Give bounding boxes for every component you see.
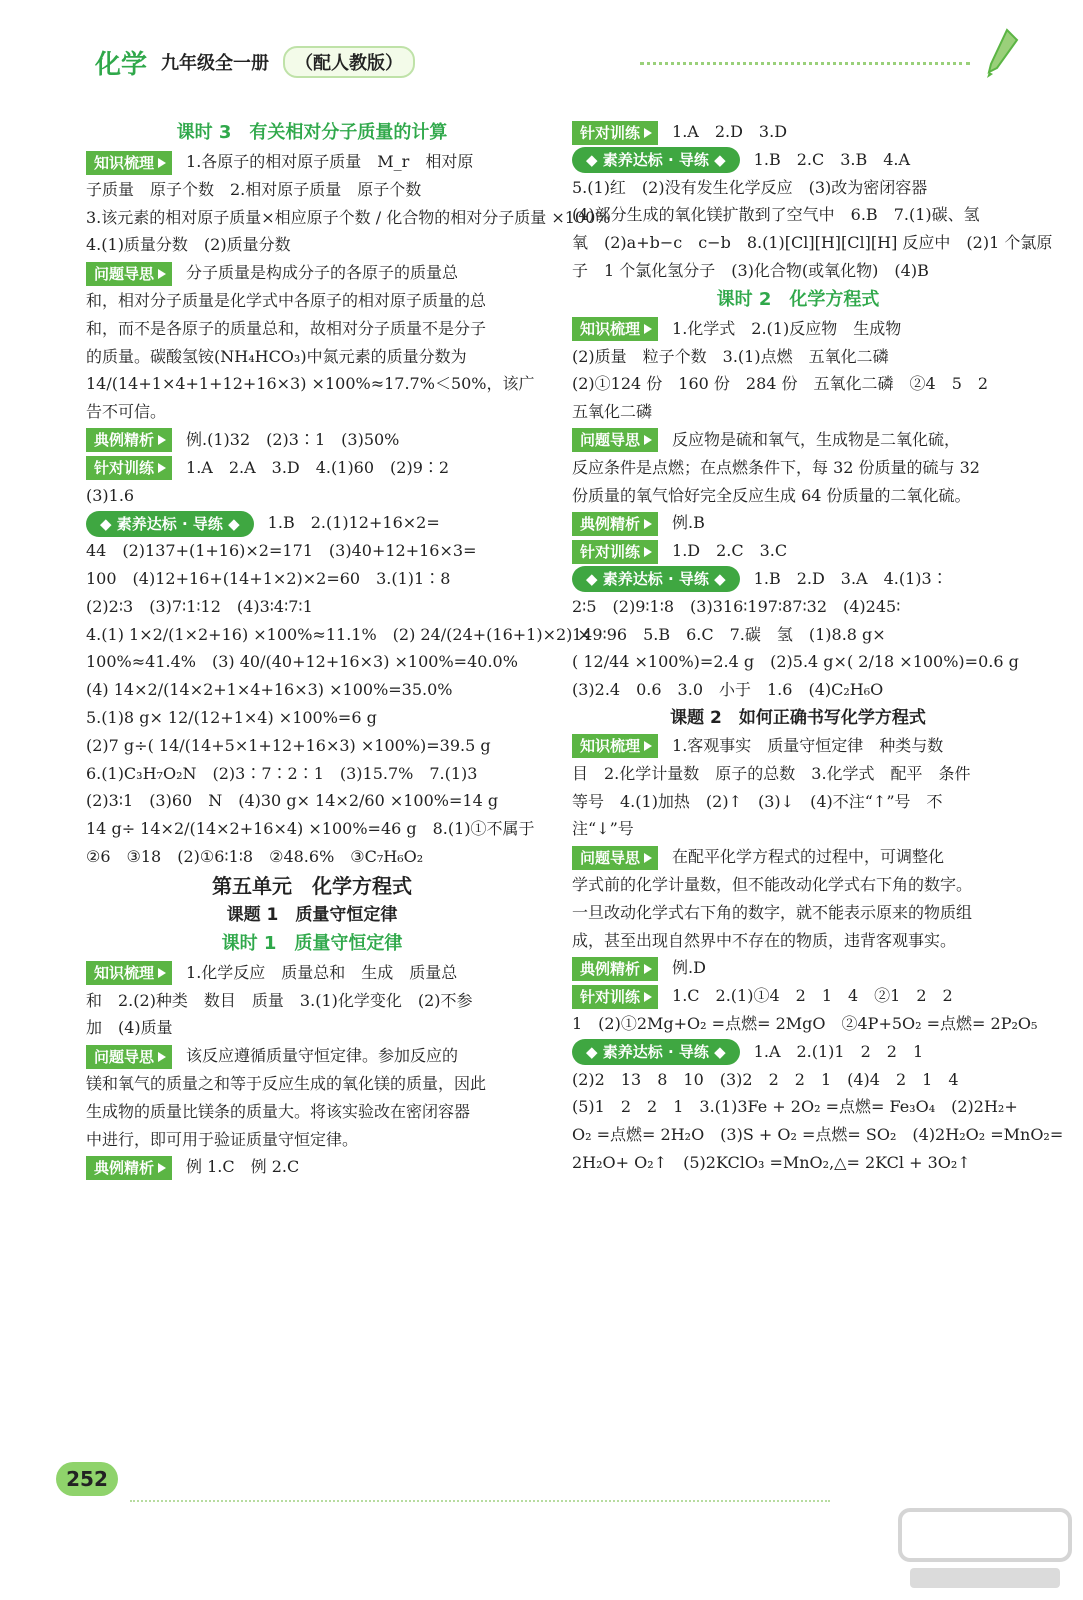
answer-line: 学式前的化学计量数，但不能改动化学式右下角的数字。 — [572, 874, 973, 894]
answer-text: 1.A 2.A 3.D 4.(1)60 (2)9∶2 — [186, 457, 450, 477]
answer-line: (5)1 2 2 1 3.(1)3Fe + 2O₂ =点燃= Fe₃O₄ (2)2H₂+ — [572, 1097, 1018, 1117]
answer-line: 和 2.(2)种类 数目 质量 3.(1)化学变化 (2)不参 — [86, 990, 473, 1010]
answer-text: 例.B — [672, 513, 705, 533]
section-tag: 知识梳理 — [572, 734, 658, 758]
section-line — [572, 954, 1024, 982]
section-tag: 问题导思 — [572, 846, 658, 870]
answer-line: 149∶96 5.B 6.C 7.碳 氢 (1)8.8 g× — [572, 624, 886, 644]
section-tag: ◆ 素养达标 · 导练 ◆ — [86, 511, 254, 537]
answer-text: 1.B 2.C 3.B 4.A — [753, 149, 911, 169]
answer-line: 3.该元素的相对原子质量×相应原子个数 / 化合物的相对分子质量 ×100% — [86, 207, 611, 227]
answer-line: 和，而不是各原子的质量总和，故相对分子质量不是分子 — [86, 318, 487, 338]
answer-text: 在配平化学方程式的过程中，可调整化 — [672, 847, 945, 867]
answer-line: 100%≈41.4% (3) 40/(40+12+16×3) ×100%=40.0% — [86, 652, 518, 672]
answer-text: 1.化学反应 质量总和 生成 质量总 — [186, 962, 458, 982]
answer-line: (2)质量 粒子个数 3.(1)点燃 五氧化二磷 — [572, 346, 889, 366]
answer-line: 镁和氧气的质量之和等于反应生成的氧化镁的质量，因此 — [86, 1073, 487, 1093]
lesson-heading: 课时 1 质量守恒定律 — [221, 932, 403, 954]
section-line — [86, 509, 538, 537]
section-tag: 知识梳理 — [86, 961, 172, 985]
answer-line: (3)1.6 — [86, 485, 135, 505]
answer-line: 子 1 个氯化氢分子 (3)化合物(或氧化物) (4)B — [572, 260, 929, 280]
section-line — [86, 259, 538, 287]
section-line — [572, 565, 1024, 593]
topic-heading: 课题 1 质量守恒定律 — [226, 904, 398, 925]
watermark-logo-icon — [890, 1500, 1080, 1595]
page-header — [95, 42, 415, 82]
right-answer-column — [572, 118, 1064, 1177]
section-tag: 典例精析 — [86, 428, 172, 452]
answer-line: 子质量 原子个数 2.相对原子质量 原子个数 — [86, 179, 422, 199]
answer-line: (4) 14×2/(14×2+1×4+16×3) ×100%=35.0% — [86, 680, 453, 700]
answer-line: 和，相对分子质量是化学式中各原子的相对原子质量的总 — [86, 290, 487, 310]
section-tag: 典例精析 — [86, 1156, 172, 1180]
section-line — [572, 509, 1024, 537]
answer-line: (2)2∶3 (3)7∶1∶12 (4)3∶4∶7∶1 — [86, 596, 313, 616]
answer-line: 5.(1)红 (2)没有发生化学反应 (3)改为密闭容器 — [572, 177, 928, 197]
answer-line: 成，甚至出现自然界中不存在的物质，违背客观事实。 — [572, 930, 957, 950]
section-tag: 知识梳理 — [572, 317, 658, 341]
section-tag: 针对训练 — [86, 456, 172, 480]
section-tag: 问题导思 — [86, 262, 172, 286]
section-line — [86, 148, 538, 176]
answer-text: 1.D 2.C 3.C — [672, 541, 788, 561]
answer-line: 2H₂O+ O₂↑ (5)2KClO₃ =MnO₂,△= 2KCl + 3O₂↑ — [572, 1152, 971, 1172]
answer-text: 反应物是硫和氧气，生成物是二氧化硫， — [672, 429, 961, 449]
header-dotted-line — [640, 62, 970, 65]
section-line — [572, 843, 1024, 871]
answer-line: (2)3∶1 (3)60 N (4)30 g× 14×2/60 ×100%=14 g — [86, 791, 499, 811]
answer-line: 生成物的质量比镁条的质量大。将该实验改在密闭容器 — [86, 1101, 471, 1121]
answer-text: 1.B 2.(1)12+16×2= — [267, 513, 440, 533]
section-line — [86, 959, 538, 987]
answer-line: 目 2.化学计量数 原子的总数 3.化学式 配平 条件 — [572, 763, 971, 783]
section-line — [86, 454, 538, 482]
section-tag: 典例精析 — [572, 512, 658, 536]
section-tag: ◆ 素养达标 · 导练 ◆ — [572, 566, 740, 592]
answer-text: 1.客观事实 质量守恒定律 种类与数 — [672, 735, 944, 755]
section-line — [572, 426, 1024, 454]
section-tag: ◆ 素养达标 · 导练 ◆ — [572, 147, 740, 173]
answer-line: O₂ =点燃= 2H₂O (3)S + O₂ =点燃= SO₂ (4)2H₂O₂ =MnO₂= — [572, 1125, 1064, 1145]
lesson-heading: 课时 3 有关相对分子质量的计算 — [176, 122, 448, 143]
section-line — [572, 1038, 1024, 1066]
section-tag: 知识梳理 — [86, 151, 172, 175]
answer-text: 例 1.C 例 2.C — [186, 1157, 300, 1177]
answer-line: 的质量。碳酸氢铵(NH₄HCO₃)中氮元素的质量分数为 — [86, 346, 467, 366]
answer-line: ( 12/44 ×100%)=2.4 g (2)5.4 g×( 2/18 ×100%)=0.6 g — [572, 652, 1019, 672]
answer-text: 1.化学式 2.(1)反应物 生成物 — [672, 318, 902, 338]
section-line — [572, 146, 1024, 174]
answer-line: (2)7 g÷( 14/(14+5×1+12+16×3) ×100%)=39.5 g — [86, 735, 491, 755]
subject-title: 化学 — [95, 49, 148, 80]
section-tag: 典例精析 — [572, 957, 658, 981]
answer-text: 1.A 2.D 3.D — [672, 122, 788, 141]
answer-line: ②6 ③18 (2)①6∶1∶8 ②48.6% ③C₇H₆O₂ — [86, 846, 424, 866]
unit-heading: 第五单元 化学方程式 — [212, 873, 412, 898]
answer-line: 44 (2)137+(1+16)×2=171 (3)40+12+16×3= — [86, 541, 477, 561]
topic-heading: 课题 2 如何正确书写化学方程式 — [670, 707, 926, 728]
section-line — [572, 315, 1024, 343]
answer-line: 等号 4.(1)加热 (2)↑ (3)↓ (4)不注“↑”号 不 — [572, 791, 943, 811]
section-tag: 针对训练 — [572, 540, 658, 564]
answer-text: 分子质量是构成分子的各原子的质量总 — [186, 263, 459, 283]
answer-line: 五氧化二磷 — [572, 402, 653, 422]
answer-line: 反应条件是点燃；在点燃条件下，每 32 份质量的硫与 32 — [572, 457, 980, 477]
answer-line: (2)①124 份 160 份 284 份 五氧化二磷 ②4 5 2 — [572, 374, 989, 394]
pen-icon — [985, 28, 1019, 80]
answer-line: 中进行，即可用于验证质量守恒定律。 — [86, 1129, 359, 1149]
answer-line: 14 g÷ 14×2/(14×2+16×4) ×100%=46 g 8.(1)①不属于 — [86, 819, 535, 839]
section-tag: 针对训练 — [572, 121, 658, 145]
answer-line: 4.(1)质量分数 (2)质量分数 — [86, 235, 291, 255]
section-tag: ◆ 素养达标 · 导练 ◆ — [572, 1039, 740, 1065]
answer-line: 6.(1)C₃H₇O₂N (2)3∶7∶2∶1 (3)15.7% 7.(1)3 — [86, 763, 478, 783]
answer-line: 2∶5 (2)9∶1∶8 (3)316∶197∶87∶32 (4)245∶ — [572, 596, 901, 616]
answer-line: 1 (2)①2Mg+O₂ =点燃= 2MgO ②4P+5O₂ =点燃= 2P₂O₅ — [572, 1013, 1038, 1033]
section-tag: 问题导思 — [572, 428, 658, 452]
section-tag: 针对训练 — [572, 985, 658, 1009]
section-line — [572, 732, 1024, 760]
answer-text: 例.D — [672, 958, 706, 978]
answer-line: 5.(1)8 g× 12/(12+1×4) ×100%=6 g — [86, 707, 377, 727]
section-line — [572, 537, 1024, 565]
answer-line: (4)部分生成的氧化镁扩散到了空气中 6.B 7.(1)碳、氢 — [572, 205, 980, 225]
grade-label: 九年级全一册 — [161, 53, 270, 74]
answer-line: 4.(1) 1×2/(1×2+16) ×100%≈11.1% (2) 24/(24+(16+1)×2) × — [86, 624, 591, 644]
footer-dotted-line — [130, 1500, 830, 1502]
answer-line: 告不可信。 — [86, 402, 167, 422]
answer-line: 14/(14+1×4+1+12+16×3) ×100%≈17.7%＜50%，该广 — [86, 374, 535, 394]
answer-text: 1.B 2.D 3.A 4.(1)3∶ — [753, 568, 948, 588]
answer-line: 氧 (2)a+b−c c−b 8.(1)[Cl][H][Cl][H] 反应中 (2)1 个氯原 — [572, 233, 1053, 253]
section-line — [86, 1153, 538, 1181]
lesson-heading: 课时 2 化学方程式 — [716, 288, 880, 310]
answer-text: 例.(1)32 (2)3∶1 (3)50% — [186, 429, 400, 449]
answer-line: 注“↓”号 — [572, 819, 634, 839]
page-number: 252 — [56, 1462, 118, 1496]
answer-line: 加 (4)质量 — [86, 1018, 173, 1038]
edition-badge: （配人教版） — [283, 46, 415, 78]
answer-text: 1.A 2.(1)1 2 2 1 — [753, 1041, 924, 1061]
answer-line: 一旦改动化学式右下角的数字，就不能表示原来的物质组 — [572, 902, 973, 922]
answer-line: (2)2 13 8 10 (3)2 2 2 1 (4)4 2 1 4 — [572, 1069, 959, 1089]
section-line — [572, 982, 1024, 1010]
answer-line: (3)2.4 0.6 3.0 小于 1.6 (4)C₂H₆O — [572, 680, 884, 700]
answer-text: 1.C 2.(1)①4 2 1 4 ②1 2 2 — [672, 986, 953, 1006]
section-line — [86, 1042, 538, 1070]
section-line — [86, 426, 538, 454]
answer-text: 该反应遵循质量守恒定律。参加反应的 — [186, 1046, 459, 1066]
answer-line: 份质量的氧气恰好完全反应生成 64 份质量的二氧化硫。 — [572, 485, 971, 505]
section-tag: 问题导思 — [86, 1045, 172, 1069]
section-line — [572, 118, 1024, 146]
answer-line: 100 (4)12+16+(14+1×2)×2=60 3.(1)1∶8 — [86, 568, 451, 588]
answer-text: 1.各原子的相对原子质量 M_r 相对原 — [186, 152, 474, 171]
